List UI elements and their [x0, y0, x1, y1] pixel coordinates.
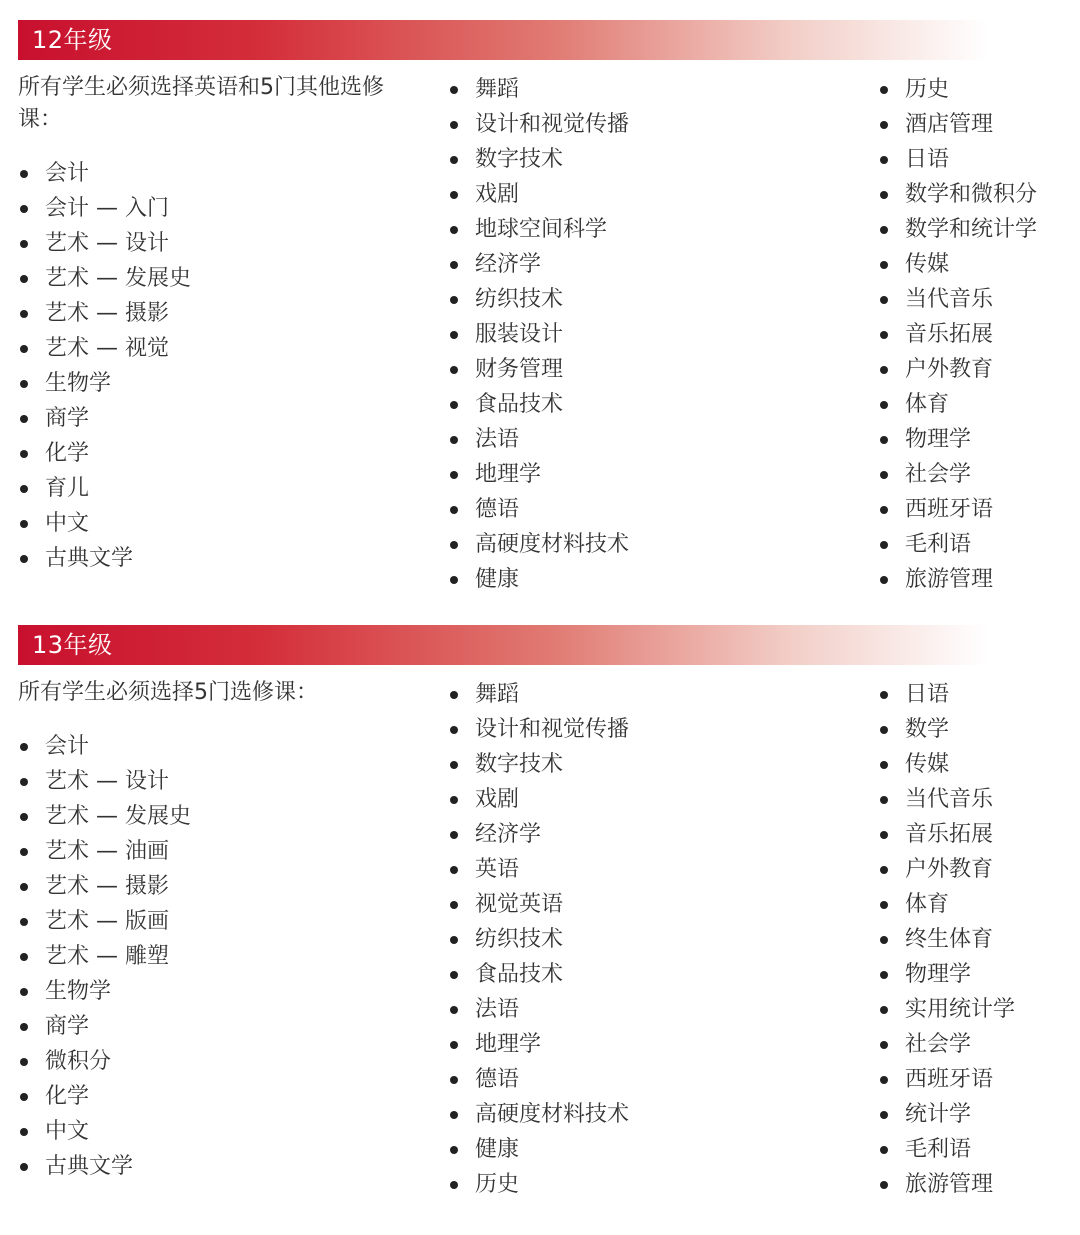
subject-list-item	[448, 72, 848, 107]
bullet-icon	[450, 831, 458, 839]
bullet-icon	[20, 743, 28, 751]
subject-list-item	[18, 799, 418, 834]
subject-list-item	[448, 282, 848, 317]
bullet-icon	[450, 86, 458, 94]
subject-label: 艺术 — 视觉	[45, 336, 169, 361]
subject-list-item	[878, 677, 1078, 712]
subject-label: 古典文学	[45, 546, 134, 571]
subject-label: 艺术 — 发展史	[45, 804, 191, 829]
bullet-icon	[880, 1076, 888, 1084]
subject-label: 传媒	[905, 252, 950, 277]
subject-list-item	[18, 974, 418, 1009]
subject-list-item	[878, 72, 1078, 107]
grade-13-list-1	[18, 729, 418, 1184]
bullet-icon	[20, 240, 28, 248]
subject-list-item	[18, 331, 418, 366]
subject-label: 视觉英语	[475, 892, 564, 917]
subject-list-item	[878, 352, 1078, 387]
subject-list-item	[878, 142, 1078, 177]
subject-label: 数字技术	[475, 752, 564, 777]
bullet-icon	[20, 275, 28, 283]
subject-list-item	[448, 1167, 848, 1202]
subject-list-item	[878, 1062, 1078, 1097]
subject-list-item	[448, 992, 848, 1027]
grade-13-title: 13年级	[32, 631, 113, 659]
bullet-icon	[450, 366, 458, 374]
subject-list-item	[878, 527, 1078, 562]
subject-list-item	[18, 261, 418, 296]
subject-label: 毛利语	[905, 532, 972, 557]
grade-13-column-2	[448, 677, 848, 1202]
subject-label: 数字技术	[475, 147, 564, 172]
subject-label: 传媒	[905, 752, 950, 777]
bullet-icon	[20, 450, 28, 458]
subject-label: 统计学	[905, 1102, 972, 1127]
grade-12-list-1	[18, 156, 418, 576]
bullet-icon	[450, 726, 458, 734]
subject-label: 旅游管理	[905, 1172, 994, 1197]
subject-list-item	[878, 422, 1078, 457]
subject-label: 历史	[905, 77, 950, 102]
subject-label: 地理学	[475, 462, 542, 487]
subject-label: 生物学	[45, 979, 112, 1004]
subject-label: 化学	[45, 1084, 90, 1109]
subject-label: 艺术 — 摄影	[45, 301, 169, 326]
subject-list-item	[878, 887, 1078, 922]
subject-label: 音乐拓展	[905, 322, 994, 347]
subject-list-item	[878, 177, 1078, 212]
bullet-icon	[450, 866, 458, 874]
subject-list-item	[878, 922, 1078, 957]
subject-label: 服装设计	[475, 322, 564, 347]
bullet-icon	[20, 520, 28, 528]
subject-label: 旅游管理	[905, 567, 994, 592]
bullet-icon	[880, 156, 888, 164]
bullet-icon	[20, 485, 28, 493]
subject-list-item	[18, 156, 418, 191]
bullet-icon	[880, 761, 888, 769]
subject-list-item	[18, 226, 418, 261]
grade-13-column-1	[18, 677, 418, 1184]
subject-label: 设计和视觉传播	[475, 717, 630, 742]
bullet-icon	[880, 121, 888, 129]
subject-list-item	[448, 747, 848, 782]
subject-list-item	[448, 317, 848, 352]
subject-list-item	[18, 904, 418, 939]
grade-12-column-2	[448, 72, 848, 597]
subject-list-item	[18, 471, 418, 506]
subject-label: 经济学	[475, 252, 542, 277]
grade-13-list-3	[878, 677, 1078, 1202]
subject-list-item	[448, 562, 848, 597]
bullet-icon	[450, 401, 458, 409]
subject-label: 艺术 — 油画	[45, 839, 169, 864]
subject-label: 毛利语	[905, 1137, 972, 1162]
subject-list-item	[448, 142, 848, 177]
bullet-icon	[20, 205, 28, 213]
subject-label: 化学	[45, 441, 90, 466]
subject-label: 中文	[45, 511, 90, 536]
bullet-icon	[450, 296, 458, 304]
subject-label: 会计 — 入门	[45, 196, 169, 221]
subject-label: 艺术 — 雕塑	[45, 944, 169, 969]
subject-label: 艺术 — 发展史	[45, 266, 191, 291]
subject-label: 微积分	[45, 1049, 112, 1074]
subject-label: 社会学	[905, 462, 972, 487]
bullet-icon	[450, 971, 458, 979]
bullet-icon	[880, 436, 888, 444]
bullet-icon	[880, 831, 888, 839]
bullet-icon	[20, 170, 28, 178]
bullet-icon	[450, 471, 458, 479]
grade-13-list-2	[448, 677, 848, 1202]
subject-label: 戏剧	[475, 787, 520, 812]
subject-label: 西班牙语	[905, 497, 994, 522]
subject-label: 户外教育	[905, 857, 994, 882]
bullet-icon	[880, 1041, 888, 1049]
bullet-icon	[450, 761, 458, 769]
subject-label: 日语	[905, 682, 950, 707]
bullet-icon	[450, 121, 458, 129]
subject-list-item	[878, 852, 1078, 887]
grade-12-banner	[18, 20, 988, 60]
bullet-icon	[20, 380, 28, 388]
bullet-icon	[450, 436, 458, 444]
subject-label: 舞蹈	[475, 77, 520, 102]
subject-label: 商学	[45, 406, 90, 431]
bullet-icon	[20, 1023, 28, 1031]
subject-list-item	[878, 782, 1078, 817]
subject-list-item	[448, 1062, 848, 1097]
subject-list-item	[18, 366, 418, 401]
bullet-icon	[880, 1006, 888, 1014]
subject-label: 古典文学	[45, 1154, 134, 1179]
subject-list-item	[448, 1027, 848, 1062]
bullet-icon	[20, 1093, 28, 1101]
subject-label: 西班牙语	[905, 1067, 994, 1092]
bullet-icon	[20, 1163, 28, 1171]
subject-label: 社会学	[905, 1032, 972, 1057]
subject-list-item	[448, 922, 848, 957]
bullet-icon	[20, 415, 28, 423]
subject-list-item	[878, 107, 1078, 142]
subject-label: 当代音乐	[905, 787, 994, 812]
subject-label: 实用统计学	[905, 997, 1016, 1022]
grade-12-column-3	[878, 72, 1078, 597]
grade-13-column-3	[878, 677, 1078, 1202]
bullet-icon	[880, 261, 888, 269]
bullet-icon	[450, 796, 458, 804]
subject-label: 舞蹈	[475, 682, 520, 707]
subject-label: 历史	[475, 1172, 520, 1197]
subject-label: 艺术 — 设计	[45, 769, 169, 794]
bullet-icon	[450, 156, 458, 164]
bullet-icon	[20, 988, 28, 996]
subject-label: 设计和视觉传播	[475, 112, 630, 137]
bullet-icon	[450, 1146, 458, 1154]
subject-label: 终生体育	[905, 927, 994, 952]
subject-list-item	[448, 527, 848, 562]
bullet-icon	[450, 576, 458, 584]
subject-label: 地理学	[475, 1032, 542, 1057]
bullet-icon	[880, 971, 888, 979]
bullet-icon	[880, 726, 888, 734]
grade-12-intro: 所有学生必须选择英语和5门其他选修课：	[18, 75, 384, 132]
bullet-icon	[450, 331, 458, 339]
subject-label: 德语	[475, 1067, 520, 1092]
grade-13-intro: 所有学生必须选择5门选修课：	[18, 680, 318, 705]
subject-list-item	[448, 852, 848, 887]
subject-label: 经济学	[475, 822, 542, 847]
bullet-icon	[20, 813, 28, 821]
bullet-icon	[880, 506, 888, 514]
bullet-icon	[880, 1111, 888, 1119]
bullet-icon	[880, 226, 888, 234]
subject-list-item	[448, 887, 848, 922]
bullet-icon	[880, 191, 888, 199]
subject-label: 数学和统计学	[905, 217, 1038, 242]
subject-label: 物理学	[905, 427, 972, 452]
bullet-icon	[880, 866, 888, 874]
subject-list-item	[18, 541, 418, 576]
subject-list-item	[448, 107, 848, 142]
bullet-icon	[20, 883, 28, 891]
subject-label: 法语	[475, 427, 520, 452]
bullet-icon	[20, 918, 28, 926]
subject-label: 纺织技术	[475, 927, 564, 952]
bullet-icon	[20, 1128, 28, 1136]
subject-label: 会计	[45, 161, 90, 186]
subject-label: 日语	[905, 147, 950, 172]
subject-list-item	[18, 401, 418, 436]
subject-list-item	[878, 1097, 1078, 1132]
subject-list-item	[18, 1149, 418, 1184]
subject-list-item	[448, 782, 848, 817]
subject-list-item	[448, 177, 848, 212]
bullet-icon	[20, 310, 28, 318]
bullet-icon	[450, 261, 458, 269]
grade-12-title: 12年级	[32, 26, 113, 54]
subject-list-item	[448, 957, 848, 992]
subject-list-item	[448, 387, 848, 422]
bullet-icon	[450, 226, 458, 234]
subject-list-item	[448, 712, 848, 747]
bullet-icon	[20, 1058, 28, 1066]
subject-label: 英语	[475, 857, 520, 882]
subject-list-item	[448, 1097, 848, 1132]
bullet-icon	[880, 691, 888, 699]
subject-label: 高硬度材料技术	[475, 1102, 630, 1127]
subject-list-item	[448, 422, 848, 457]
subject-list-item	[18, 436, 418, 471]
bullet-icon	[450, 936, 458, 944]
subject-list-item	[878, 492, 1078, 527]
subject-list-item	[448, 677, 848, 712]
bullet-icon	[450, 1041, 458, 1049]
bullet-icon	[20, 345, 28, 353]
subject-list-item	[18, 764, 418, 799]
bullet-icon	[880, 366, 888, 374]
bullet-icon	[450, 691, 458, 699]
bullet-icon	[880, 1181, 888, 1189]
subject-list-item	[18, 869, 418, 904]
bullet-icon	[450, 1181, 458, 1189]
subject-list-item	[18, 1044, 418, 1079]
subject-label: 数学	[905, 717, 950, 742]
bullet-icon	[880, 576, 888, 584]
subject-list-item	[878, 957, 1078, 992]
subject-label: 戏剧	[475, 182, 520, 207]
bullet-icon	[450, 901, 458, 909]
subject-label: 生物学	[45, 371, 112, 396]
subject-list-item	[878, 1167, 1078, 1202]
bullet-icon	[880, 471, 888, 479]
subject-label: 艺术 — 摄影	[45, 874, 169, 899]
bullet-icon	[450, 1076, 458, 1084]
subject-list-item	[878, 282, 1078, 317]
subject-label: 纺织技术	[475, 287, 564, 312]
bullet-icon	[450, 541, 458, 549]
bullet-icon	[20, 555, 28, 563]
bullet-icon	[880, 1146, 888, 1154]
bullet-icon	[880, 86, 888, 94]
bullet-icon	[450, 506, 458, 514]
subject-list-item	[448, 817, 848, 852]
subject-label: 财务管理	[475, 357, 564, 382]
grade-13-banner	[18, 625, 988, 665]
bullet-icon	[20, 778, 28, 786]
subject-label: 商学	[45, 1014, 90, 1039]
subject-list-item	[448, 492, 848, 527]
subject-list-item	[878, 712, 1078, 747]
bullet-icon	[450, 191, 458, 199]
subject-list-item	[448, 457, 848, 492]
subject-list-item	[878, 747, 1078, 782]
grade-12-list-2	[448, 72, 848, 597]
subject-list-item	[18, 1009, 418, 1044]
subject-label: 食品技术	[475, 962, 564, 987]
subject-list-item	[878, 247, 1078, 282]
bullet-icon	[880, 401, 888, 409]
subject-label: 艺术 — 设计	[45, 231, 169, 256]
bullet-icon	[20, 848, 28, 856]
subject-list-item	[878, 992, 1078, 1027]
subject-list-item	[878, 317, 1078, 352]
subject-label: 中文	[45, 1119, 90, 1144]
grade-12-list-3	[878, 72, 1078, 597]
subject-list-item	[18, 296, 418, 331]
bullet-icon	[880, 936, 888, 944]
subject-list-item	[878, 562, 1078, 597]
bullet-icon	[880, 296, 888, 304]
subject-list-item	[878, 817, 1078, 852]
subject-label: 艺术 — 版画	[45, 909, 169, 934]
subject-list-item	[448, 352, 848, 387]
subject-list-item	[878, 457, 1078, 492]
subject-list-item	[878, 1132, 1078, 1167]
subject-label: 育儿	[45, 476, 90, 501]
subject-list-item	[878, 212, 1078, 247]
bullet-icon	[880, 796, 888, 804]
subject-label: 健康	[475, 1137, 520, 1162]
subject-list-item	[878, 1027, 1078, 1062]
subject-label: 物理学	[905, 962, 972, 987]
subject-label: 体育	[905, 892, 950, 917]
subject-label: 音乐拓展	[905, 822, 994, 847]
subject-label: 食品技术	[475, 392, 564, 417]
subject-list-item	[18, 1114, 418, 1149]
subject-list-item	[878, 387, 1078, 422]
subject-label: 地球空间科学	[475, 217, 608, 242]
bullet-icon	[450, 1111, 458, 1119]
subject-list-item	[18, 834, 418, 869]
subject-label: 法语	[475, 997, 520, 1022]
bullet-icon	[880, 901, 888, 909]
subject-label: 酒店管理	[905, 112, 994, 137]
bullet-icon	[880, 541, 888, 549]
subject-list-item	[18, 729, 418, 764]
bullet-icon	[450, 1006, 458, 1014]
subject-label: 健康	[475, 567, 520, 592]
bullet-icon	[880, 331, 888, 339]
subject-list-item	[448, 212, 848, 247]
subject-list-item	[18, 939, 418, 974]
subject-label: 德语	[475, 497, 520, 522]
subject-label: 当代音乐	[905, 287, 994, 312]
subject-label: 数学和微积分	[905, 182, 1038, 207]
subject-list-item	[448, 247, 848, 282]
subject-list-item	[448, 1132, 848, 1167]
grade-12-column-1	[18, 72, 418, 576]
subject-label: 户外教育	[905, 357, 994, 382]
subject-list-item	[18, 1079, 418, 1114]
subject-list-item	[18, 191, 418, 226]
subject-label: 体育	[905, 392, 950, 417]
subject-label: 会计	[45, 734, 90, 759]
bullet-icon	[20, 953, 28, 961]
subject-label: 高硬度材料技术	[475, 532, 630, 557]
subject-list-item	[18, 506, 418, 541]
